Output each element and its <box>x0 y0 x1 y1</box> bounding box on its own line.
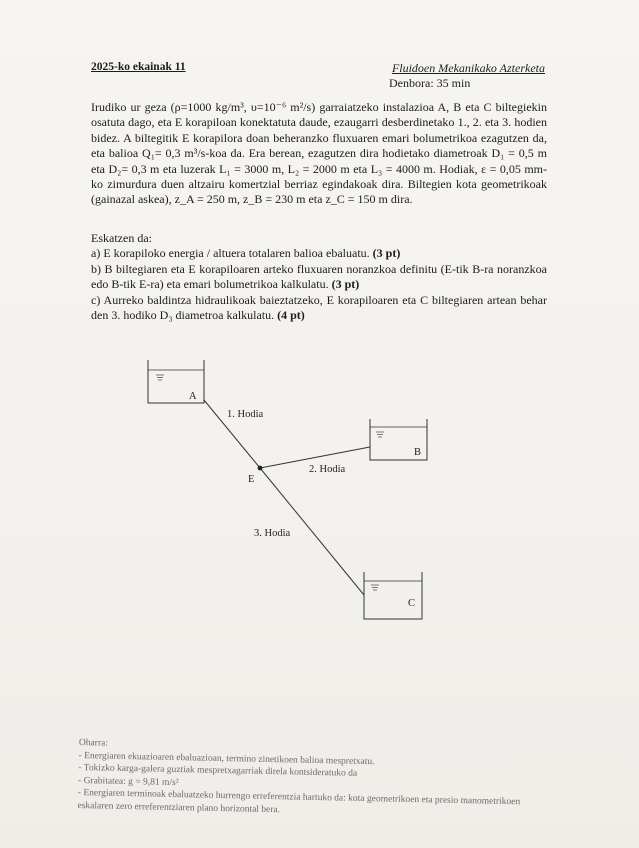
note-item: - Energiaren terminoak ebaluatzeko hurrengo erreferentzia hartuko da: kota geometrikoen eta presio manometrikoen eskalaren zero erreferentziaren plano horizontal bera. <box>77 787 521 815</box>
task-a-points: (3 pt) <box>372 246 401 261</box>
pipe-1-label: 1. Hodia <box>227 409 264 420</box>
water-level-icon <box>156 375 164 380</box>
task-b <box>91 262 547 293</box>
notes-title: Oharra: <box>78 737 108 749</box>
note-item: - Tokizko karga-galera guztiak mespretxagarriak direla kontsideratuko da <box>78 762 358 779</box>
tank-c <box>364 572 422 619</box>
task-c <box>91 293 547 324</box>
task-a <box>91 246 547 261</box>
task-a-text: a) E korapiloko energia / altuera totalaren balioa ebaluatu. <box>91 246 370 261</box>
task-list <box>91 231 547 323</box>
junction-e-node <box>258 466 263 471</box>
exam-title: Fluidoen Mekanikako Azterketa <box>391 61 545 75</box>
tank-c-label: C <box>408 598 416 609</box>
tank-b <box>370 419 427 460</box>
task-b-text: b) B biltegiaren eta E korapiloaren arteko fluxuaren noranzkoa definitu (E-tik B-ra noranzkoa edo B-tik E-ra) eta emari bolumetrikoa kalkulatu. <box>91 261 547 292</box>
task-b-points: (3 pt) <box>331 277 360 292</box>
pipe-2-label: 2. Hodia <box>309 464 346 475</box>
problem-statement <box>91 100 547 208</box>
exam-date: 2025-ko ekainak 11 <box>91 61 186 73</box>
statement-paragraph: Irudiko ur geza (ρ=1000 kg/m³, υ=10⁻⁶ m²/s) garraiatzeko instalazioa A, B eta C biltegiekin osatuta dago, eta E korapiloan konektatuta daude, ezaugarri desberdinetako 1., 2. eta 3. hodien bidez. A biltegitik E korapilora doan beheranzko fluxuaren emari bolumetrikoa ezagutzen da, eta balioa Q₁= 0,3 m³/s-koa da. Era berean, ezagutzen dira hodietako diametroak D₁ = 0,5 m eta D₂= 0,3 m eta luzerak L₁ = 3000 m, L₂ = 2000 m eta L₃ = 4000 m. Hodiak, ε = 0,05 mm-ko zimurdura duen altzairu komertzial berriaz egindakoak dira. Biltegien kota geometrikoak (gainazal askea), z_A = 250 m, z_B = 230 m eta z_C = 150 m dira. <box>91 100 547 207</box>
note-item: - Energiaren ekuazioaren ebaluazioan, termino zinetikoen balioa mespretxatu. <box>78 750 375 767</box>
tasks-intro: Eskatzen da: <box>91 231 152 245</box>
task-c-text: c) Aurreko baldintza hidraulikoak baieztatzeko, E korapiloaren eta C biltegiaren artean behar den 3. hodiko D₃ diametroa kalkulatu. <box>91 292 547 323</box>
pipe-3-label: 3. Hodia <box>254 528 291 539</box>
exam-notes <box>77 737 558 822</box>
tank-b-label: B <box>414 447 422 458</box>
exam-duration: Denbora: 35 min <box>389 76 471 90</box>
tank-a <box>148 360 204 403</box>
tank-a-label: A <box>189 391 197 402</box>
reservoir-network-diagram <box>140 355 440 635</box>
note-item: - Grabitatea: g = 9,81 m/s² <box>77 775 179 788</box>
junction-e-label: E <box>248 474 255 485</box>
water-level-icon <box>371 585 379 590</box>
task-c-points: (4 pt) <box>277 308 305 323</box>
water-level-icon <box>376 432 384 437</box>
